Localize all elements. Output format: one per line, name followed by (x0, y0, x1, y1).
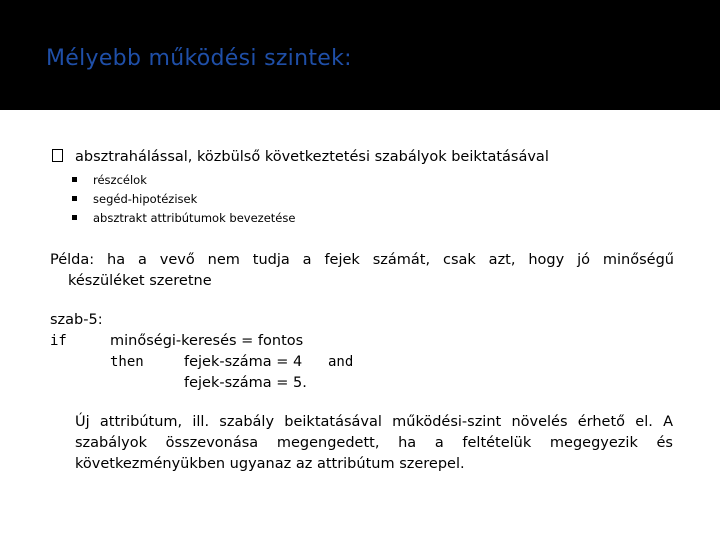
title-bar (0, 0, 720, 110)
example-line-2: készüléket szeretne (68, 273, 212, 289)
list-item (72, 171, 295, 190)
note-line-2: szabályok összevonása megengedett, ha a feltételük megegyezik és (75, 435, 673, 451)
rule-if-keyword: if (50, 333, 67, 349)
main-bullet (52, 149, 549, 165)
square-bullet-icon (72, 177, 77, 182)
main-bullet-text: absztrahálással, közbülső következtetési szabályok beiktatásával (75, 149, 549, 165)
slide-title: Mélyebb működési szintek: (46, 46, 352, 71)
list-item (72, 209, 295, 228)
note-line-1: Új attribútum, ill. szabály beiktatásával működési-szint növelés érhető el. A (75, 414, 673, 430)
example-paragraph (50, 250, 674, 292)
rule-name: szab-5: (50, 312, 103, 328)
sub-bullet-text: absztrakt attribútumok bevezetése (93, 211, 296, 225)
rule-and-keyword: and (328, 354, 354, 370)
sub-bullet-list (72, 171, 295, 228)
square-bullet-icon (72, 196, 77, 201)
list-item (72, 190, 295, 209)
example-line-1: Példa: ha a vevő nem tudja a fejek számát, csak azt, hogy jó minőségű (50, 252, 674, 268)
sub-bullet-text: részcélok (93, 173, 147, 187)
sub-bullet-text: segéd-hipotézisek (93, 192, 198, 206)
rule-then-keyword: then (110, 354, 144, 370)
square-bullet-icon (72, 215, 77, 220)
rule-condition: minőségi-keresés = fontos (110, 333, 304, 349)
note-paragraph (75, 412, 673, 475)
rule-action-1: fejek-száma = 4 (184, 354, 303, 370)
note-line-3: következményükben ugyanaz az attribútum szerepel. (75, 456, 465, 472)
checkbox-bullet-icon (52, 149, 63, 162)
rule-action-2: fejek-száma = 5. (184, 375, 307, 391)
